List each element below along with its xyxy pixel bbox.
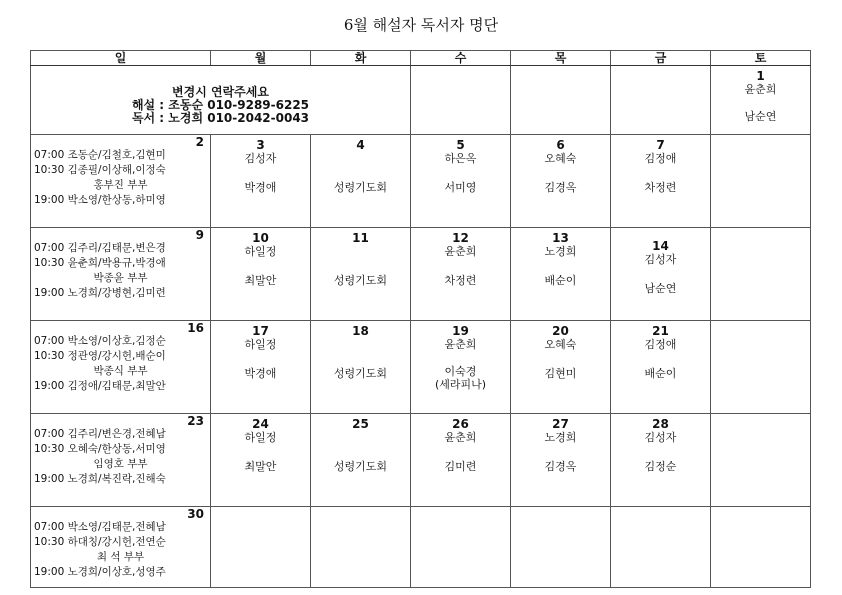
mass-entry: 07:00 조동순/김철호,김현미	[34, 149, 166, 161]
day-number: 5	[456, 138, 465, 152]
empty-day-cell	[711, 135, 811, 228]
day-cell	[511, 135, 611, 228]
day-cell	[611, 135, 711, 228]
sunday-cell	[31, 414, 211, 507]
empty-day-cell	[411, 66, 511, 135]
reader-name: 이숙경	[444, 365, 477, 378]
day-number: 16	[187, 321, 204, 335]
prayer-group-label: 성령기도회	[333, 274, 388, 287]
day-number: 12	[452, 231, 469, 245]
day-header-tue: 화	[311, 51, 411, 66]
day-number: 28	[652, 417, 669, 431]
commentator-name: 하일정	[244, 338, 277, 351]
reader-name: 김현미	[544, 367, 577, 380]
empty-day-cell	[711, 507, 811, 588]
day-cell	[411, 414, 511, 507]
week-row	[31, 414, 811, 507]
reader-name: 배순이	[644, 367, 677, 380]
commentator-name: 노경희	[544, 245, 577, 258]
day-number: 7	[656, 138, 665, 152]
empty-day-cell	[411, 507, 511, 588]
sunday-cell	[31, 135, 211, 228]
empty-day-cell	[711, 414, 811, 507]
mass-entry: 10:30 정관영/강시헌,배순이	[34, 350, 166, 362]
commentator-name	[311, 152, 410, 165]
empty-day-cell	[511, 507, 611, 588]
mass-entry: 19:00 노경희/강병현,김미련	[34, 287, 166, 299]
commentator-name: 윤춘희	[444, 245, 477, 258]
reader-name: 최말안	[244, 460, 277, 473]
day-header-thu: 목	[511, 51, 611, 66]
commentator-name: 하일정	[244, 431, 277, 444]
empty-day-cell	[511, 66, 611, 135]
reader-name: 김경옥	[544, 460, 577, 473]
week-row	[31, 507, 811, 588]
notice-line: 변경시 연락주세요	[172, 85, 269, 99]
commentator-name: 김정애	[644, 152, 677, 165]
reader-name: 최말안	[244, 274, 277, 287]
day-number: 23	[187, 414, 204, 428]
day-cell	[311, 414, 411, 507]
week-row	[31, 321, 811, 414]
commentator-name	[311, 338, 410, 351]
empty-day-cell	[211, 507, 311, 588]
commentator-name: 윤춘희	[444, 338, 477, 351]
day-number: 2	[195, 135, 204, 149]
day-cell	[211, 321, 311, 414]
day-header-mon: 월	[211, 51, 311, 66]
mass-entry: 10:30 오혜숙/한상동,서미영	[34, 443, 166, 455]
day-cell	[511, 414, 611, 507]
notice-line: 독서 : 노경희 010-2042-0043	[131, 111, 310, 125]
commentator-name	[311, 431, 410, 444]
reader-name: 김경옥	[544, 181, 577, 194]
week-row	[31, 66, 811, 135]
day-number: 11	[352, 231, 369, 245]
mass-entry: 10:30 윤춘희/박용규,박경애	[34, 257, 166, 269]
contact-notice	[31, 66, 410, 125]
reader-name: 박경애	[244, 367, 277, 380]
commentator-name: 오혜숙	[544, 152, 577, 165]
commentator-name: 하일정	[244, 245, 277, 258]
sunday-cell	[31, 321, 211, 414]
sunday-cell	[31, 507, 211, 588]
day-cell	[511, 228, 611, 321]
contact-notice-cell	[31, 66, 411, 135]
day-number: 19	[452, 324, 469, 338]
week-row	[31, 135, 811, 228]
couple-entry: 홍부진 부부	[93, 179, 148, 191]
day-number: 25	[352, 417, 369, 431]
day-number: 3	[256, 138, 265, 152]
reader-name: 남순연	[644, 282, 677, 295]
sunday-cell	[31, 228, 211, 321]
mass-entry: 07:00 김주리/변은경,전혜남	[34, 428, 166, 440]
day-cell	[211, 135, 311, 228]
notice-line: 해설 : 조동순 010-9289-6225	[131, 98, 310, 112]
day-number: 6	[556, 138, 565, 152]
mass-entry: 19:00 노경희/복진락,진해숙	[34, 473, 166, 485]
day-number: 20	[552, 324, 569, 338]
day-cell	[411, 321, 511, 414]
day-cell	[611, 321, 711, 414]
day-number: 24	[252, 417, 269, 431]
day-number: 14	[652, 239, 669, 253]
commentator-name: 김성자	[644, 253, 677, 266]
day-number: 27	[552, 417, 569, 431]
day-cell	[311, 321, 411, 414]
page-title: 6월 해설자 독서자 명단	[343, 16, 499, 34]
day-cell	[711, 66, 811, 135]
day-cell	[611, 228, 711, 321]
commentator-name: 윤춘희	[744, 83, 777, 96]
day-number: 17	[252, 324, 269, 338]
day-cell	[311, 228, 411, 321]
reader-name: 박경애	[244, 181, 277, 194]
reader-name: 김미련	[444, 460, 477, 473]
day-number: 1	[756, 69, 765, 83]
reader-name: 차정련	[644, 181, 677, 194]
day-number: 30	[187, 507, 204, 521]
day-header-sat: 토	[711, 51, 811, 66]
mass-entry: 10:30 김종필/이상해,이정숙	[34, 164, 166, 176]
day-cell	[211, 228, 311, 321]
mass-entry: 07:00 박소영/이상호,김정순	[34, 335, 166, 347]
schedule-calendar	[30, 50, 811, 588]
reader-name: 남순연	[744, 110, 777, 123]
reader-name: 서미영	[444, 181, 477, 194]
day-number: 13	[552, 231, 569, 245]
commentator-name: 윤춘희	[444, 431, 477, 444]
empty-day-cell	[611, 66, 711, 135]
commentator-name: 김성자	[644, 431, 677, 444]
prayer-group-label: 성령기도회	[333, 367, 388, 380]
mass-entry: 19:00 노경희/이상호,성영주	[34, 566, 166, 578]
day-cell	[211, 414, 311, 507]
day-header-wed: 수	[411, 51, 511, 66]
prayer-group-label: 성령기도회	[333, 181, 388, 194]
day-number: 4	[356, 138, 365, 152]
empty-day-cell	[711, 228, 811, 321]
reader-baptismal-name: (세라피나)	[434, 378, 487, 391]
empty-day-cell	[611, 507, 711, 588]
empty-day-cell	[311, 507, 411, 588]
mass-entry: 19:00 김정애/김태문,최말안	[34, 380, 166, 392]
mass-entry: 07:00 박소영/김태문,전혜남	[34, 521, 166, 533]
couple-entry: 박종윤 부부	[93, 272, 148, 284]
day-cell	[311, 135, 411, 228]
day-cell	[411, 135, 511, 228]
day-number: 26	[452, 417, 469, 431]
day-cell	[611, 414, 711, 507]
day-number: 9	[195, 228, 204, 242]
commentator-name: 오혜숙	[544, 338, 577, 351]
commentator-name: 김성자	[244, 152, 277, 165]
couple-entry: 임영호 부부	[93, 458, 148, 470]
mass-entry: 07:00 김주리/김태문,변은경	[34, 242, 166, 254]
day-cell	[411, 228, 511, 321]
commentator-name	[311, 245, 410, 258]
day-number: 18	[352, 324, 369, 338]
day-header-sun: 일	[31, 51, 211, 66]
mass-entry: 10:30 하대칭/강시헌,전연순	[34, 536, 166, 548]
week-row	[31, 228, 811, 321]
prayer-group-label: 성령기도회	[333, 460, 388, 473]
day-header-fri: 금	[611, 51, 711, 66]
reader-name: 차정련	[444, 274, 477, 287]
reader-name: 김정순	[644, 460, 677, 473]
commentator-name: 하은옥	[444, 152, 477, 165]
commentator-name: 김정애	[644, 338, 677, 351]
reader-name: 배순이	[544, 274, 577, 287]
commentator-name: 노경희	[544, 431, 577, 444]
empty-day-cell	[711, 321, 811, 414]
day-number: 21	[652, 324, 669, 338]
day-cell	[511, 321, 611, 414]
mass-entry: 19:00 박소영/한상동,하미영	[34, 194, 166, 206]
day-number: 10	[252, 231, 269, 245]
couple-entry: 최 석 부부	[96, 551, 145, 563]
weekday-header-row	[31, 51, 811, 66]
couple-entry: 박종식 부부	[93, 365, 148, 377]
